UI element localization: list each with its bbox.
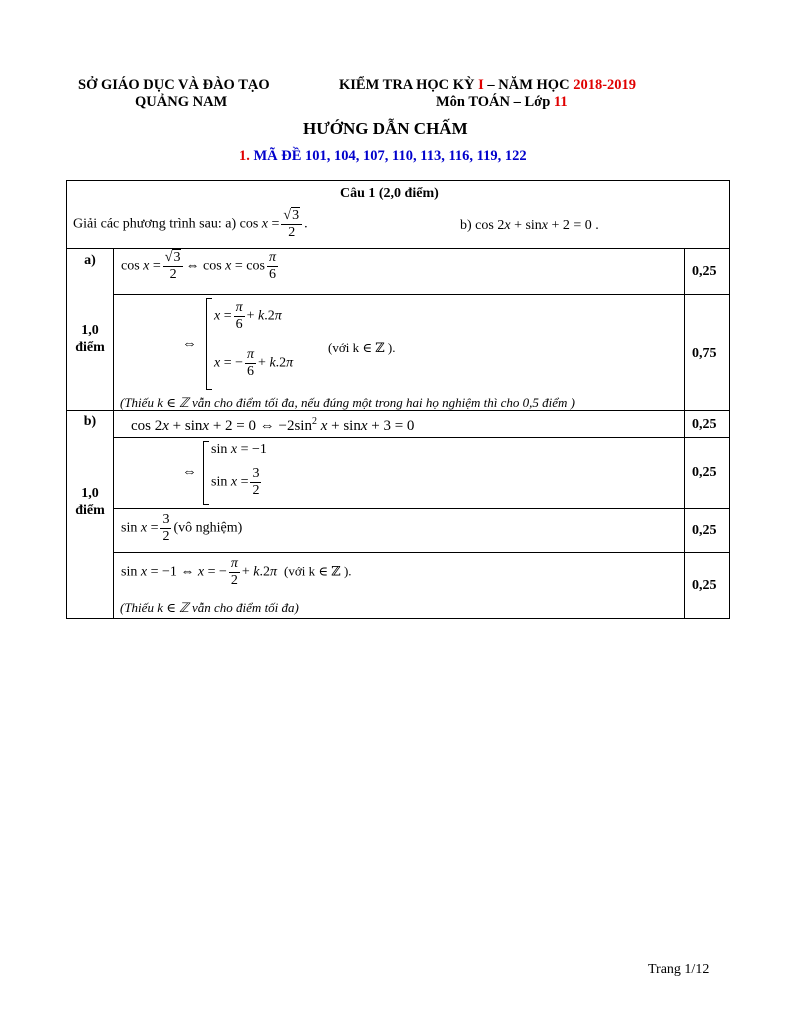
row-divider (113, 437, 730, 438)
bracket-icon (203, 441, 209, 505)
part-a-step-1: cos x = $\frac{√3}{2}$ ⇔ cos x = cos $\frac{\pi}{6}$ (121, 250, 276, 282)
score: 0,25 (692, 465, 717, 480)
part-b-note: (Thiếu k ∈ ℤ vẫn cho điểm tối đa) (120, 600, 299, 615)
row-divider (113, 294, 730, 295)
column-divider (684, 248, 685, 619)
part-a-solution-1: x = $\frac{\pi}{6}$ + k.2π (214, 300, 282, 332)
part-a-solution-2: x = − $\frac{\pi}{6}$ + k.2π (214, 347, 294, 379)
department-name: SỞ GIÁO DỤC VÀ ĐÀO TẠO (78, 77, 270, 93)
part-b-step-3: sin x = $\frac{3}{2}$ (vô nghiệm) (121, 512, 243, 544)
equivalence-icon: ⇔ (182, 336, 197, 352)
equivalence-icon: ⇔ (182, 464, 197, 480)
bracket-icon (206, 298, 212, 390)
question-prompt: Giải các phương trình sau: a) cos x = $\frac{√3}{2}$ . (73, 208, 308, 240)
part-b-case-2: sin x = $\frac{3}{2}$ (211, 466, 260, 498)
score: 0,25 (692, 417, 717, 432)
part-b-label: b) (83, 414, 97, 429)
score: 0,25 (692, 578, 717, 593)
part-a-points: 1,0 điểm (75, 323, 105, 355)
page-number: Trang 1/12 (648, 962, 710, 977)
question-part-b: b) cos 2x + sinx + 2 = 0 . (460, 218, 599, 233)
question-heading: Câu 1 (2,0 điểm) (340, 186, 439, 201)
column-divider (113, 248, 114, 619)
part-b-step-1: cos 2x + sinx + 2 = 0 ⇔ $-2\sin^2$ x + sinx + 3 = 0 (131, 416, 415, 434)
part-b-case-1: sin x = −1 (211, 442, 267, 457)
subject-line: Môn TOÁN – Lớp 11 (436, 94, 568, 110)
row-divider (113, 508, 730, 509)
part-b-points: 1,0 điểm (75, 486, 105, 518)
province-name: QUẢNG NAM (135, 94, 228, 110)
row-divider (113, 552, 730, 553)
part-a-label: a) (84, 253, 96, 268)
score: 0,75 (692, 346, 717, 361)
exam-codes: 1. MÃ ĐỀ 101, 104, 107, 110, 113, 116, 119, 122 (239, 148, 527, 164)
page-title: HƯỚNG DẪN CHẤM (303, 119, 468, 138)
row-divider (66, 248, 730, 249)
score: 0,25 (692, 264, 717, 279)
score: 0,25 (692, 523, 717, 538)
part-b-step-4: sin x = −1 ⇔ x = − $\frac{\pi}{2}$ + k.2π (với k ∈ ℤ ). (121, 556, 352, 588)
part-a-note: (Thiếu k ∈ ℤ vẫn cho điểm tối đa, nếu đúng một trong hai họ nghiệm thì cho 0,5 điểm ) (120, 395, 575, 410)
part-a-condition: (với k ∈ ℤ ). (328, 340, 396, 355)
exam-title: KIỂM TRA HỌC KỲ I – NĂM HỌC 2018-2019 (339, 77, 637, 93)
